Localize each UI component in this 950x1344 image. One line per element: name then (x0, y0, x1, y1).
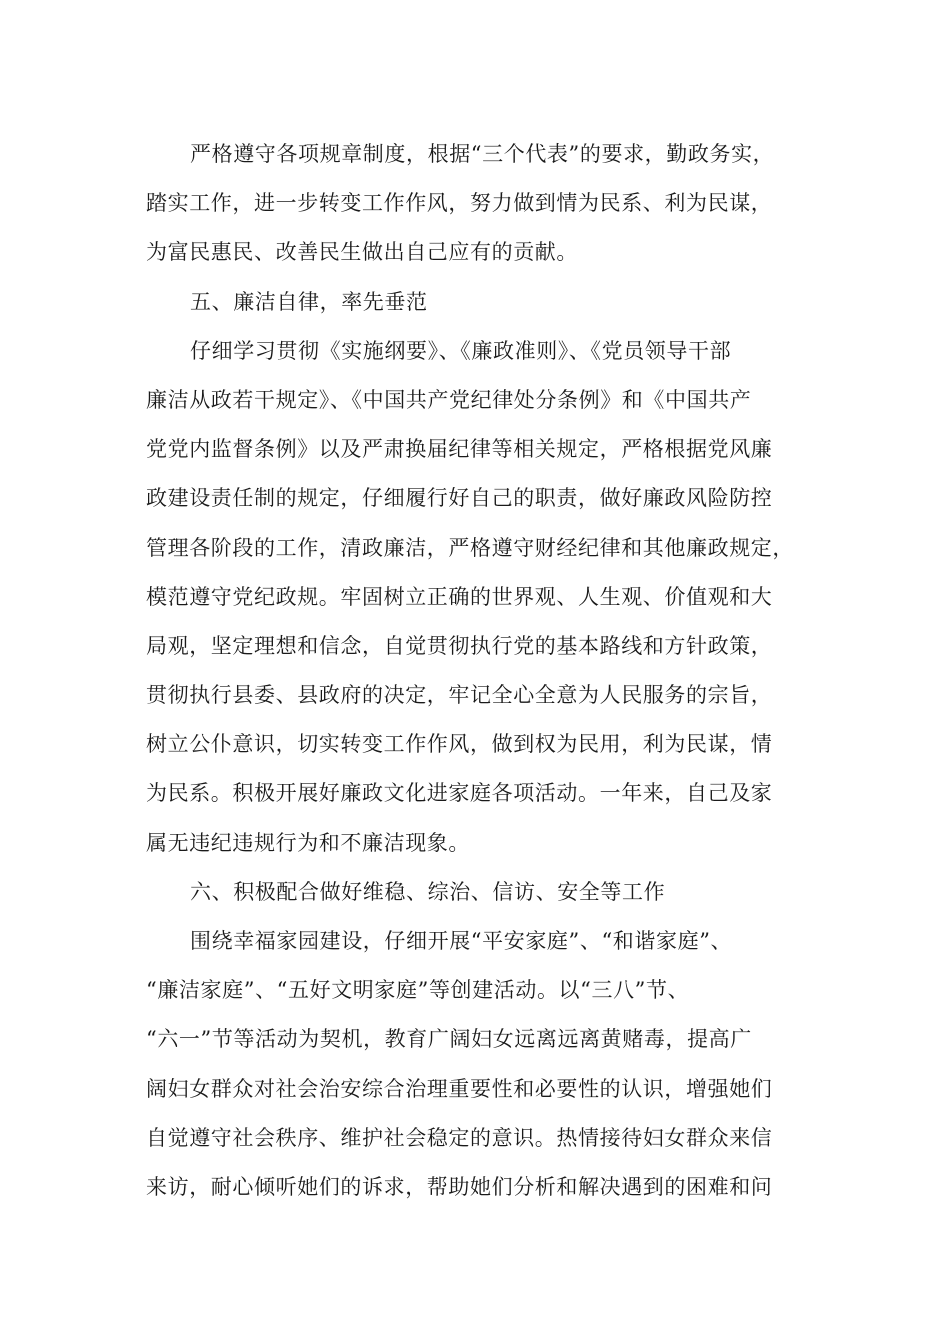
text-line: 属无违纪违规行为和不廉洁现象。 (146, 830, 470, 855)
text-line: 为民系。积极开展好廉政文化进家庭各项活动。一年来，自己及家 (146, 781, 773, 806)
text-line: 贯彻执行县委、县政府的决定，牢记全心全意为人民服务的宗旨， (146, 683, 773, 708)
section-heading-6: 六、积极配合做好维稳、综治、信访、安全等工作 (190, 879, 666, 904)
text-line: 模范遵守党纪政规。牢固树立正确的世界观、人生观、价值观和大 (146, 584, 773, 609)
text-line: “廉洁家庭”、“五好文明家庭”等创建活动。以“三八”节、 (146, 978, 690, 1003)
section-heading-5: 五、廉洁自律，率先垂范 (190, 289, 428, 314)
text-line: “六一”节等活动为契机，教育广阔妇女远离远离黄赌毒，提高广 (146, 1027, 752, 1052)
text-line: 政建设责任制的规定，仔细履行好自己的职责，做好廉政风险防控 (146, 486, 773, 511)
text-line: 树立公仆意识，切实转变工作作风，做到权为民用，利为民谋，情 (146, 732, 773, 757)
document-page (146, 130, 806, 1212)
text-line: 为富民惠民、改善民生做出自己应有的贡献。 (146, 240, 578, 265)
text-line: 阔妇女群众对社会治安综合治理重要性和必要性的认识，增强她们 (146, 1076, 773, 1101)
text-line: 踏实工作，进一步转变工作作风，努力做到情为民系、利为民谋， (146, 191, 773, 216)
text-line: 严格遵守各项规章制度，根据“三个代表”的要求，勤政务实， (190, 142, 775, 166)
text-line: 局观，坚定理想和信念，自觉贯彻执行党的基本路线和方针政策， (146, 633, 773, 658)
text-line: 来访，耐心倾听她们的诉求，帮助她们分析和解决遇到的困难和问 (146, 1174, 773, 1199)
text-line: 廉洁从政若干规定》、《中国共产党纪律处分条例》和《中国共产 (146, 387, 752, 412)
text-line: 党党内监督条例》以及严肃换届纪律等相关规定，严格根据党风廉 (146, 437, 773, 462)
text-line: 管理各阶段的工作，清政廉洁，严格遵守财经纪律和其他廉政规定， (146, 535, 794, 560)
text-line: 自觉遵守社会秩序、维护社会稳定的意识。热情接待妇女群众来信 (146, 1125, 773, 1150)
text-line: 围绕幸福家园建设，仔细开展“平安家庭”、“和谐家庭”、 (190, 929, 733, 953)
text-line: 仔细学习贯彻《实施纲要》、《廉政准则》、《党员领导干部 (190, 338, 732, 363)
